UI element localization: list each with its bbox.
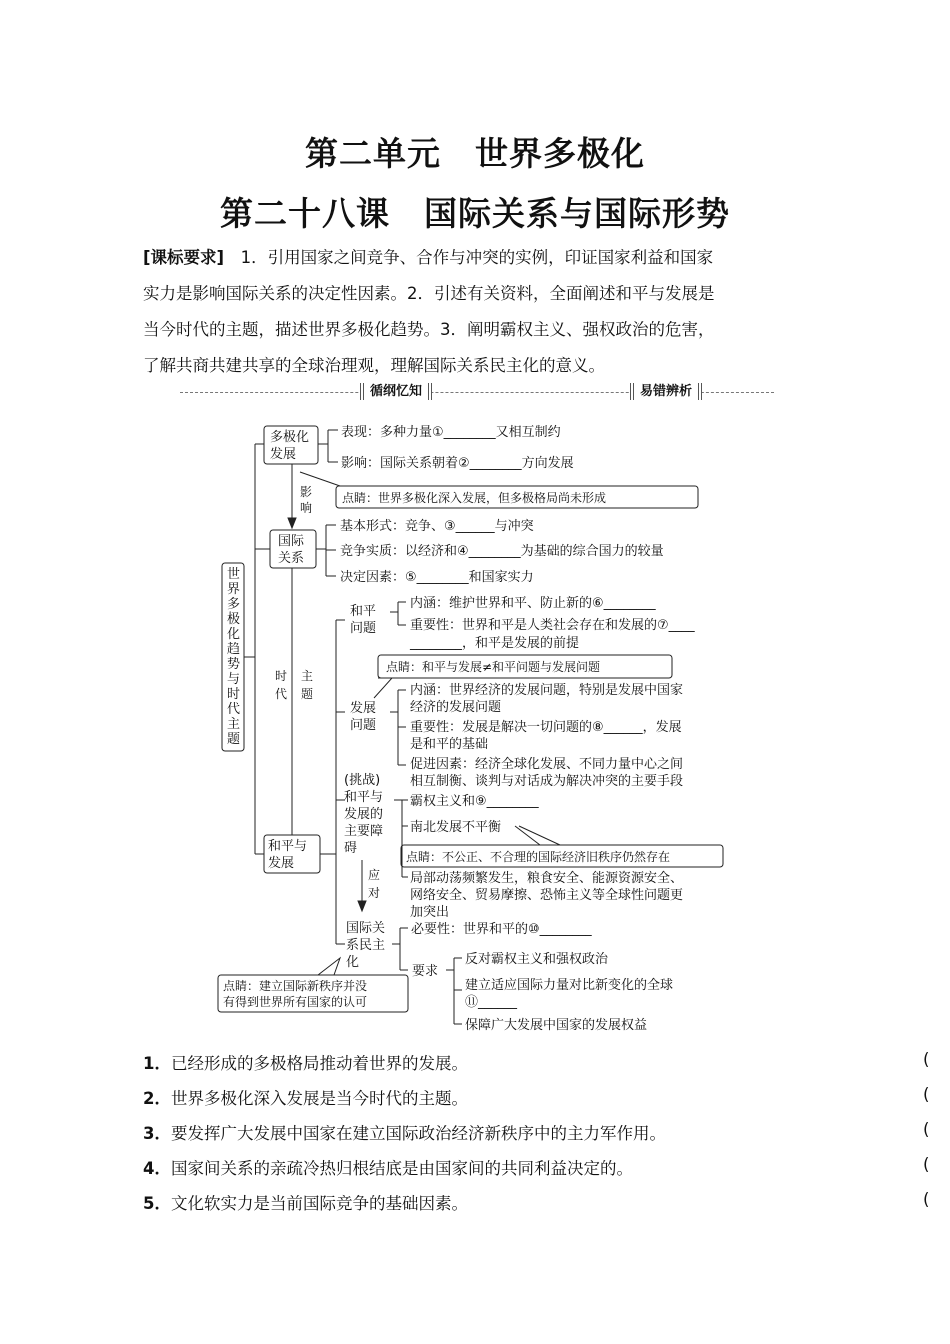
requirement-leaf-2: 建立适应国际力量对比新变化的全球 (465, 978, 674, 993)
multipolar-leaf-2: 影响：国际关系朝着②________方向发展 (341, 456, 574, 471)
relations-leaf-1: 基本形式：竞争、③______与冲突 (340, 519, 534, 534)
obstacle-more-2: 网络安全、贸易摩擦、恐怖主义等全球性问题更 (410, 888, 684, 903)
obstacle-5: 碍 (344, 841, 358, 856)
requirement-label: [课标要求] (143, 248, 225, 267)
question-2: 2．世界多极化深入发展是当今时代的主题。 ( (143, 1085, 930, 1108)
requirement-leaf-1: 反对霸权主义和强权政治 (465, 952, 609, 967)
tab-review: 循纲忆知 (360, 383, 432, 400)
svg-text:界: 界 (227, 582, 241, 597)
tip-1: 点睛：世界多极化深入发展，但多极格局尚未形成 (342, 491, 607, 505)
question-4: 4．国家间关系的亲疏冷热归根结底是由国家间的共同利益决定的。 ( (143, 1155, 930, 1178)
requirement-line-2: 实力是影响国际关系的决定性因素。2．引述有关资料，全面阐述和平与发展是 (143, 284, 715, 303)
svg-text:代: 代 (227, 702, 241, 717)
svg-text:世: 世 (227, 567, 241, 582)
root-text (227, 566, 240, 747)
democracy-3: 化 (346, 955, 360, 970)
svg-text:时: 时 (227, 687, 241, 702)
svg-text:多: 多 (227, 597, 241, 612)
dev-leaf-1: 内涵：世界经济的发展问题，特别是发展中国家 (410, 683, 684, 698)
lesson-title: 第二十八课 国际关系与国际形势 (220, 194, 730, 233)
tip-2: 点睛：和平与发展≠和平问题与发展问题 (386, 660, 601, 674)
edge-influence-1: 影 (300, 485, 313, 499)
dev-leaf-4: 是和平的基础 (410, 737, 489, 752)
obstacle-more-3: 加突出 (410, 905, 450, 920)
peace-leaf-3: ________，和平是发展的前提 (410, 636, 580, 651)
node-multipolar-line1: 多极化 (270, 430, 310, 445)
dev-problem-1: 发展 (350, 701, 377, 716)
svg-text:题: 题 (227, 732, 241, 747)
obstacle-1: (挑战) (344, 773, 381, 788)
svg-text:趋: 趋 (227, 642, 241, 657)
peace-leaf-2: 重要性：世界和平是人类社会存在和发展的⑦____ (410, 618, 695, 633)
peace-problem-2: 问题 (350, 621, 377, 636)
obstacle-3: 发展的 (344, 807, 384, 822)
edge-era-1: 时 (275, 669, 288, 683)
node-peace-dev-line1: 和平与 (268, 839, 308, 854)
answer-paren-2[interactable]: ( (923, 1085, 930, 1104)
svg-text:主: 主 (227, 717, 241, 732)
tip-4-line2: 有得到世界所有国家的认可 (223, 995, 368, 1009)
democracy-2: 系民主 (346, 938, 386, 953)
multipolar-leaf-1: 表现：多种力量①________又相互制约 (341, 425, 561, 440)
svg-text:与: 与 (227, 672, 241, 687)
question-3: 3．要发挥广大发展中国家在建立国际政治经济新秩序中的主力军作用。 ( (143, 1120, 930, 1143)
svg-text:势: 势 (227, 657, 241, 672)
answer-paren-1[interactable]: ( (923, 1050, 930, 1069)
tip-3: 点睛：不公正、不合理的国际经济旧秩序仍然存在 (406, 850, 671, 864)
edge-theme-2: 题 (301, 687, 314, 701)
relations-leaf-2: 竞争实质：以经济和④________为基础的综合国力的较量 (340, 544, 664, 559)
requirement-line-4: 了解共商共建共享的全球治理观，理解国际关系民主化的意义。 (143, 356, 605, 375)
edge-response-1: 应 (368, 868, 381, 882)
edge-response-2: 对 (368, 886, 381, 900)
democracy-1: 国际关 (346, 921, 386, 936)
question-5: 5．文化软实力是当前国际竞争的基础因素。 ( (143, 1190, 930, 1213)
obstacle-2: 和平与 (344, 790, 384, 805)
necessity: 必要性：世界和平的⑩________ (411, 922, 592, 937)
node-relations-line1: 国际 (278, 534, 305, 549)
edge-era-2: 代 (275, 687, 288, 701)
node-relations-line2: 关系 (278, 551, 305, 566)
edge-theme-1: 主 (301, 669, 314, 683)
requirement-label-node: 要求 (412, 964, 439, 979)
node-peace-dev-line2: 发展 (268, 856, 295, 871)
dev-leaf-6: 相互制衡、谈判与对话成为解决冲突的主要手段 (410, 774, 684, 789)
obstacle-more-1: 局部动荡频繁发生，粮食安全、能源资源安全、 (410, 871, 684, 886)
requirement-leaf-3: ⑪______ (465, 995, 518, 1010)
peace-problem-1: 和平 (350, 604, 377, 619)
requirement-line-3: 当今时代的主题，描述世界多极化趋势。3．阐明霸权主义、强权政治的危害， (143, 320, 715, 339)
dev-leaf-2: 经济的发展问题 (410, 700, 502, 715)
relations-leaf-3: 决定因素：⑤________和国家实力 (340, 570, 534, 585)
svg-text:极: 极 (227, 612, 241, 627)
svg-text:化: 化 (227, 627, 241, 642)
question-1: 1．已经形成的多极格局推动着世界的发展。 ( (143, 1050, 930, 1073)
unit-title: 第二单元 世界多极化 (305, 134, 645, 173)
tab-error-analysis: 易错辨析 (630, 383, 702, 400)
dev-leaf-5: 促进因素：经济全球化发展、不同力量中心之间 (410, 757, 684, 772)
requirement-line-1: 1．引用国家之间竞争、合作与冲突的实例，印证国家利益和国家 (240, 248, 714, 267)
edge-influence-2: 响 (300, 501, 313, 515)
tip-4-line1: 点睛：建立国际新秩序并没 (223, 979, 368, 993)
node-multipolar-line2: 发展 (270, 447, 297, 462)
obstacle-4: 主要障 (344, 824, 384, 839)
dev-problem-2: 问题 (350, 718, 377, 733)
obstacle-leaf-2: 南北发展不平衡 (410, 820, 502, 835)
requirement-leaf-4: 保障广大发展中国家的发展权益 (465, 1018, 648, 1033)
obstacle-leaf-1: 霸权主义和⑨________ (410, 794, 539, 809)
answer-paren-4[interactable]: ( (923, 1155, 930, 1174)
answer-paren-3[interactable]: ( (923, 1120, 930, 1139)
peace-leaf-1: 内涵：维护世界和平、防止新的⑥________ (410, 596, 656, 611)
answer-paren-5[interactable]: ( (923, 1190, 930, 1209)
dev-leaf-3: 重要性：发展是解决一切问题的⑧______，发展 (410, 720, 682, 735)
